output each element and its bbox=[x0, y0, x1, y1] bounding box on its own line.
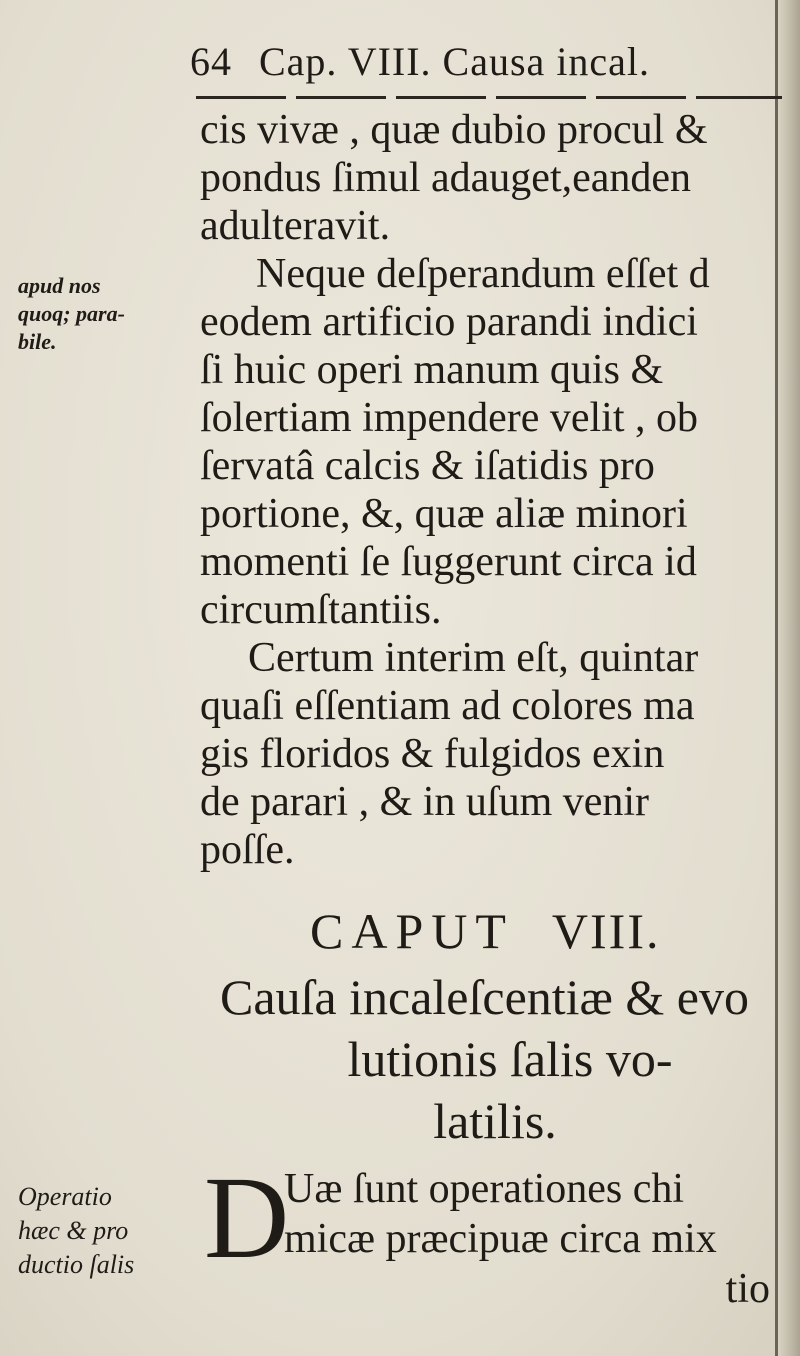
text-line: Neque deſperandum eſſet d bbox=[256, 251, 710, 297]
text-line: micæ præcipuæ circa mix bbox=[284, 1216, 717, 1262]
text-line: circumſtantiis. bbox=[200, 587, 442, 633]
margin-note-line: quoq; para- bbox=[18, 301, 125, 326]
text-line: cis vivæ , quæ dubio procul & bbox=[200, 107, 708, 153]
drop-cap: D bbox=[204, 1152, 290, 1283]
text-line: pondus ſimul adauget,eanden bbox=[200, 155, 692, 201]
chapter-numeral: VIII. bbox=[551, 903, 661, 959]
head-rule bbox=[196, 96, 782, 99]
text-line: tio bbox=[725, 1266, 770, 1312]
margin-note bbox=[18, 272, 188, 356]
text-line: ſervatâ calcis & iſatidis pro bbox=[200, 443, 655, 489]
text-line: eodem artificio parandi indici bbox=[200, 299, 698, 345]
text-line: adulteravit. bbox=[200, 203, 391, 249]
page-number: 64 bbox=[190, 39, 232, 84]
chapter-heading bbox=[310, 902, 660, 960]
text-line: portione, &, quæ aliæ minori bbox=[200, 491, 688, 537]
margin-note-line: ductio ſalis bbox=[18, 1250, 135, 1279]
chapter-title bbox=[200, 966, 790, 1152]
chapter-label: CAPUT bbox=[310, 903, 514, 959]
margin-note bbox=[18, 1180, 188, 1282]
text-line: Uæ ſunt operationes chi bbox=[284, 1166, 685, 1212]
body-text bbox=[200, 106, 790, 874]
text-line: poſſe. bbox=[200, 827, 295, 873]
running-head-title: Cap. VIII. Causa incal. bbox=[259, 39, 651, 84]
text-line: gis floridos & fulgidos exin bbox=[200, 731, 665, 777]
text-line: Certum interim eſt, quintar bbox=[248, 635, 699, 681]
chapter-title-line: lutionis ſalis vo- bbox=[347, 1031, 673, 1087]
margin-note-line: bile. bbox=[18, 329, 57, 354]
text-line: momenti ſe ſuggerunt circa id bbox=[200, 539, 697, 585]
text-line: quaſi eſſentiam ad colores ma bbox=[200, 683, 695, 729]
chapter-opening bbox=[204, 1152, 794, 1314]
text-line: de parari , & in uſum venir bbox=[200, 779, 650, 825]
running-head bbox=[190, 38, 770, 85]
chapter-title-line: Cauſa incaleſcentiæ & evo bbox=[220, 969, 749, 1025]
text-line: ſi huic operi manum quis & bbox=[200, 347, 664, 393]
margin-note-line: hæc & pro bbox=[18, 1216, 129, 1245]
chapter-title-line: latilis. bbox=[433, 1093, 557, 1149]
margin-note-line: apud nos bbox=[18, 273, 101, 298]
margin-note-line: Operatio bbox=[18, 1182, 112, 1211]
text-line: ſolertiam impendere velit , ob bbox=[200, 395, 699, 441]
